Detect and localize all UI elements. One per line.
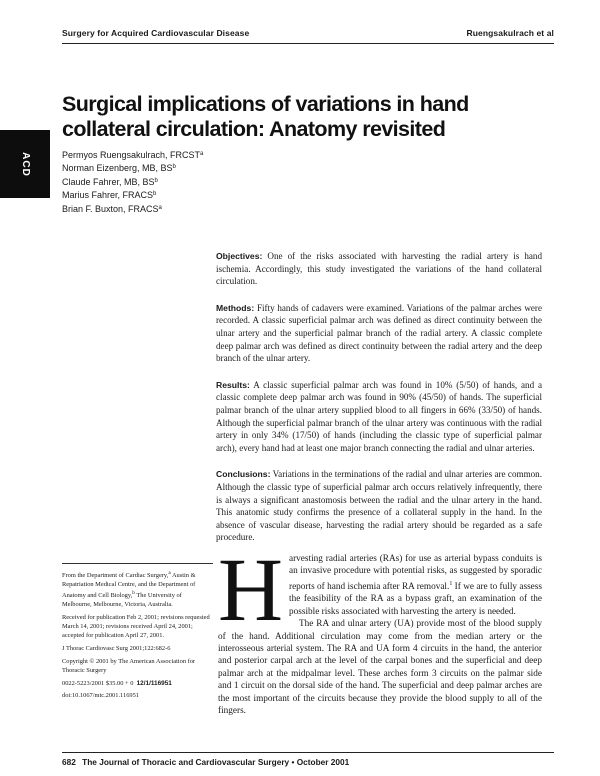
author-list (62, 149, 203, 216)
drop-cap: H (218, 541, 283, 640)
abstract-objectives (216, 250, 542, 288)
abstract-methods (216, 302, 542, 365)
abstract-results (216, 379, 542, 455)
author: Norman Eizenberg, MB, $BS^b$ (62, 163, 176, 174)
abstract (216, 250, 542, 558)
running-head (62, 28, 554, 42)
section-side-tab (0, 130, 50, 198)
affiliation: From the Department of Cardiac Surgery,$^a$ Austin & Repatriation Medical Centre, and the Department of Anatomy and Cell Biology,$^b$ The University of Melbourne, Melbourne, Victoria, Australia. (62, 570, 196, 609)
footer-rule (62, 752, 554, 753)
abstract-heading: Conclusions: (216, 469, 271, 480)
section-title: Surgery for Acquired Cardiovascular Disease (62, 28, 250, 38)
doi: doi:10.1067/mtc.2001.116951 (62, 691, 139, 699)
abstract-text: A classic superficial palmar arch was found in 10% (5/50) of hands, and a classic complete deep palmar arch was found in 90% (45/50) of hands. The superficial palmar branch of the ulnar artery supplied blood to all fingers in 66% (33/50) of hands. Although the superficial palmar branch of the ulnar artery was continuous with the radial artery in only 34% (17/50) of hands (including the classic type of superficial palmar arch), every hand had at least one major branch connecting the radial and ulnar arteries. (216, 379, 543, 453)
abstract-conclusions (216, 468, 542, 544)
running-authors: Ruengsakulrach et al (466, 28, 554, 38)
copyright: Copyright © 2001 by The American Association for Thoracic Surgery (62, 658, 196, 675)
abstract-text: Variations in the terminations of the radial and ulnar arteries are common. Although the classic type of superficial palmar arch occurs relatively infrequently, there is always a significant anastomosis between the radial and the ulnar artery in the hand. This anatomic study confirms the presence of a collateral supply in the hand. In the absence of vascular disease, harvesting the radial artery should be regarded as a safe procedure. (216, 469, 543, 543)
body-paragraph: arvesting radial arteries (RAs) for use as arterial bypass conduits is an invasive procedure with potential risks, as suggested by sporadic reports of hand ischemia after RA removal.$^1$ If we are to fully assess the feasibility of the RA as a bypass graft, an examination of the possible risks associated with harvesting the artery is needed. (289, 554, 542, 617)
author: Claude Fahrer, MB, $BS^b$ (62, 176, 158, 187)
abstract-heading: Objectives: (216, 251, 263, 261)
author: Permyos Ruengsakulrach, FRCST$^a$ (62, 150, 204, 160)
article-title: Surgical implications of variations in hand collateral circulation: Anatomy revisited (62, 92, 469, 141)
author: Brian F. Buxton, FRACS$^a$ (62, 203, 162, 214)
abstract-text: Fifty hands of cadavers were examined. Variations of the palmar arches were recorded. A classic superficial palmar arch was defined as direct continuity between the ulnar artery and the superficial palmar branch of the radial artery. A classic complete deep palmar arch was defined as direct continuity between the radial artery and the deep branch of the ulnar artery. (216, 302, 542, 364)
page-number: 682 (62, 757, 76, 767)
page-footer (62, 757, 349, 767)
received-dates: Received for publication Feb 2, 2001; revisions requested March 14, 2001; revisions received April 24, 2001; accepted for publication April 27, 2001. (62, 614, 210, 640)
author: Marius Fahrer, FRACS$^b$ (62, 190, 157, 201)
abstract-heading: Results: (216, 379, 250, 390)
header-rule (62, 43, 554, 44)
body-paragraph: The RA and ulnar artery (UA) provide most of the blood supply of the hand. Additional circulation may come from the median artery or the interosseous arterial system. The RA and UA form 4 circuits in the hand, the anterior and posterior carpal arch at the level of the carpal bones and the superficial and deep palmar arch at the midpalmar level. These arches form 3 circuits on the palmar side and 1 circuit on the dorsal side of the hand. The superficial and deep palmar arches are the most important of the circuits because they provide the blood supply to all of the fingers. (218, 619, 542, 716)
article-info-sidebar (62, 563, 213, 761)
issn: 0022-5223/2001 $35.00 + 0 12/1/116951 (62, 680, 172, 688)
body-text (218, 541, 542, 717)
citation: J Thorac Cardiovasc Surg 2001;122:682-6 (62, 645, 171, 653)
abstract-heading: Methods: (216, 302, 255, 313)
journal-name: The Journal of Thoracic and Cardiovascular Surgery • October 2001 (82, 757, 350, 767)
abstract-text: One of the risks associated with harvesting the radial artery is hand ischemia. Accordingly, this study investigated the variations of the hand collateral circulation. (216, 251, 542, 287)
side-tab-label: ACD (19, 151, 31, 177)
